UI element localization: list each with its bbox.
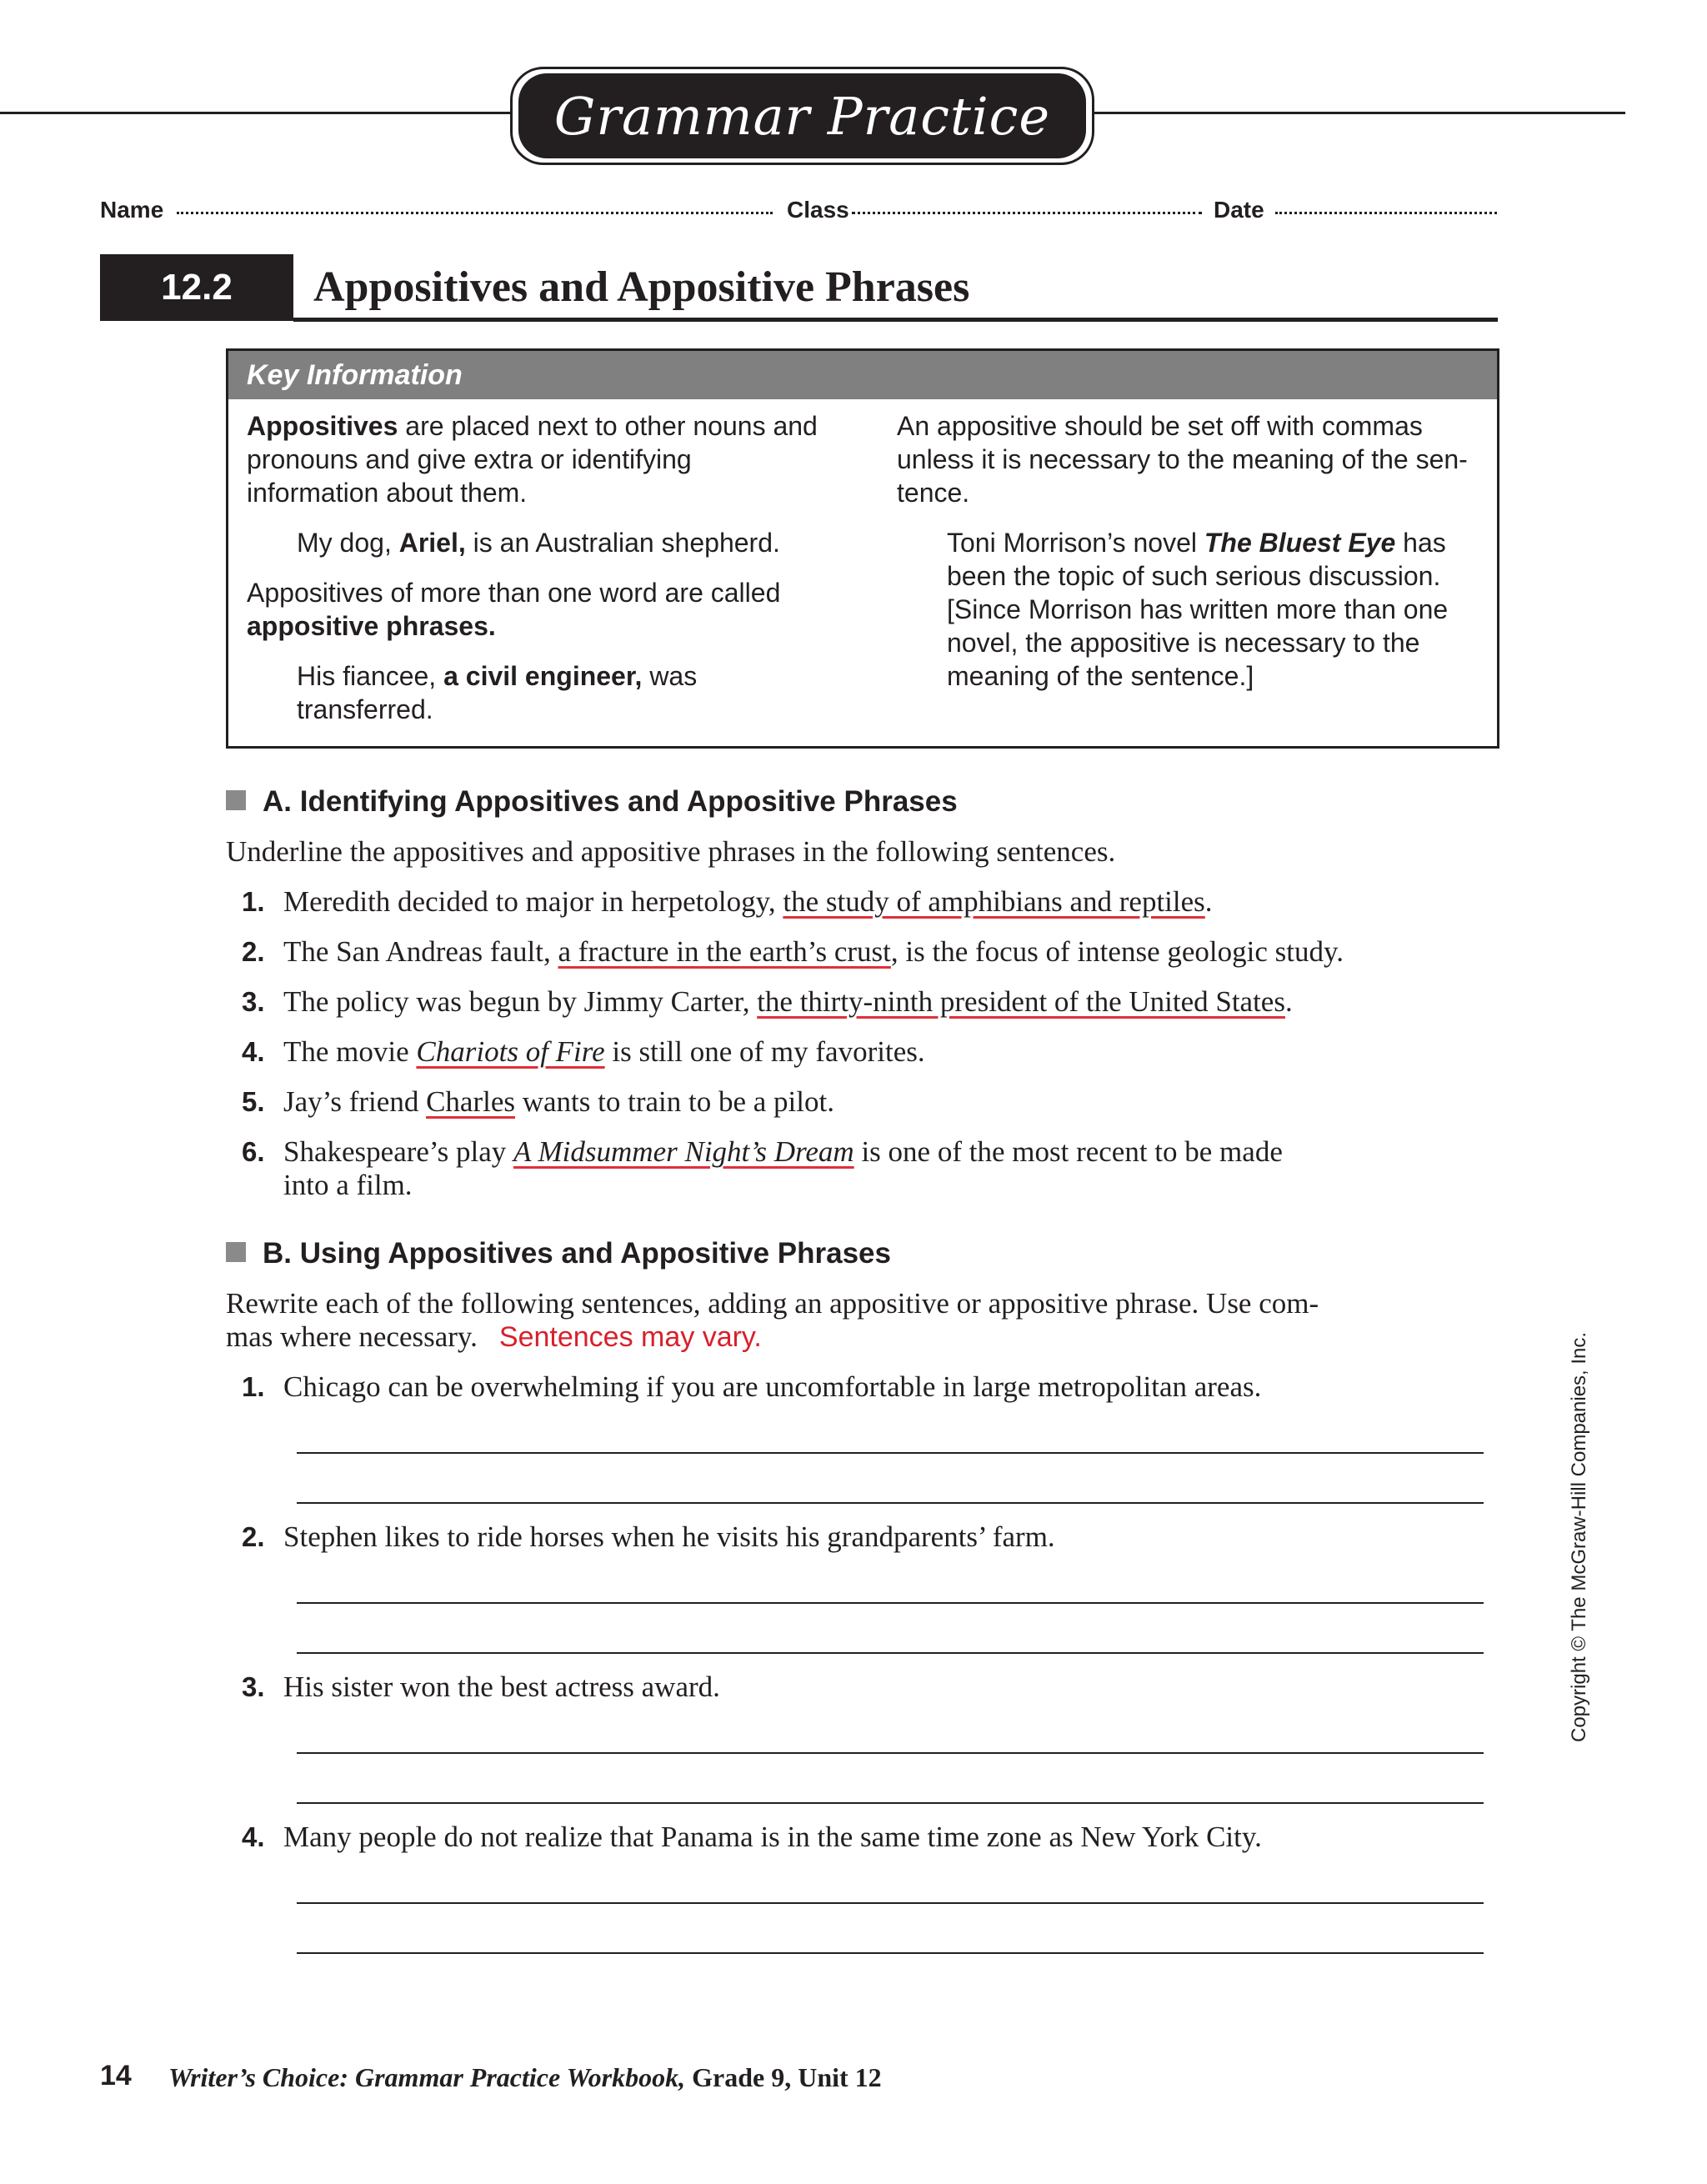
- part-a-item-5: Jay’s friend Charles wants to train to be a pilot.: [283, 1085, 834, 1118]
- answer-line[interactable]: [297, 1802, 1484, 1804]
- name-label: Name: [100, 197, 164, 223]
- section-number: 12.2: [100, 254, 293, 321]
- answer-line[interactable]: [297, 1652, 1484, 1654]
- part-a-item-3: The policy was begun by Jimmy Carter, the thirty-ninth president of the United States.: [283, 985, 1293, 1018]
- footer-book-title: Writer’s Choice: Grammar Practice Workbook, Grade 9, Unit 12: [168, 2062, 882, 2092]
- section-title: Appositives and Appositive Phrases: [313, 263, 970, 311]
- part-b-item-number: 1.: [242, 1371, 265, 1402]
- key-left-example-2: His fiancee, a civil engineer, was transferred.: [297, 661, 698, 724]
- part-a-item-number: 1.: [242, 886, 265, 917]
- copyright-notice: Copyright © The McGraw-Hill Companies, Inc.: [1568, 1331, 1590, 1742]
- answer-line[interactable]: [297, 1602, 1484, 1604]
- part-b-item-number: 3.: [242, 1671, 265, 1702]
- key-information-heading: Key Information: [228, 351, 1497, 399]
- part-b-item-4: Many people do not realize that Panama is in the same time zone as New York City.: [283, 1821, 1262, 1853]
- key-left-paragraph-1: Appositives are placed next to other nouns and pronouns and give extra or identifying information about them.: [247, 411, 818, 508]
- key-right-paragraph: An appositive should be set off with commas unless it is necessary to the meaning of the sen-tence.: [897, 411, 1468, 508]
- part-b-heading: B. Using Appositives and Appositive Phrases: [226, 1235, 891, 1272]
- part-a-instruction: Underline the appositives and appositive phrases in the following sentences.: [226, 835, 1116, 868]
- part-a-item-6: Shakespeare’s play A Midsummer Night’s Dream is one of the most recent to be made into a film.: [283, 1135, 1283, 1201]
- appositive-underline: the thirty-ninth president of the United States: [757, 985, 1285, 1018]
- part-a-item-number: 5.: [242, 1086, 265, 1117]
- answer-note: Sentences may vary.: [498, 1321, 762, 1353]
- key-right-example: Toni Morrison’s novel The Bluest Eye has been the topic of such serious discussion. [Since Morrison has written more than one novel, the appositive is necessary to the meaning of the sentence.]: [947, 528, 1449, 691]
- part-a-item-number: 4.: [242, 1036, 265, 1067]
- square-bullet-icon: [226, 1242, 246, 1262]
- answer-line[interactable]: [297, 1952, 1484, 1954]
- part-a-item-2: The San Andreas fault, a fracture in the earth’s crust, is the focus of intense geologic study.: [283, 935, 1344, 968]
- answer-line[interactable]: [297, 1452, 1484, 1454]
- part-a-item-number: 3.: [242, 986, 265, 1017]
- section-rule: [293, 318, 1498, 322]
- key-information-box: [226, 348, 1499, 749]
- class-field[interactable]: [852, 212, 1202, 214]
- answer-line[interactable]: [297, 1752, 1484, 1754]
- part-a-item-number: 2.: [242, 936, 265, 967]
- date-label: Date: [1214, 197, 1264, 223]
- part-a-item-4: The movie Chariots of Fire is still one of my favorites.: [283, 1035, 925, 1068]
- appositive-underline: A Midsummer Night’s Dream: [513, 1135, 854, 1168]
- part-a-heading: A. Identifying Appositives and Appositive Phrases: [226, 784, 958, 820]
- name-field[interactable]: [177, 212, 773, 214]
- part-a-item-1: Meredith decided to major in herpetology, the study of amphibians and reptiles.: [283, 885, 1213, 918]
- answer-line[interactable]: [297, 1502, 1484, 1504]
- part-b-instruction: Rewrite each of the following sentences, adding an appositive or appositive phrase. Use com- mas where necessary. Sentences may vary.: [226, 1287, 1319, 1353]
- part-b-item-3: His sister won the best actress award.: [283, 1671, 720, 1703]
- class-label: Class: [787, 197, 849, 223]
- part-b-item-number: 2.: [242, 1521, 265, 1552]
- answer-line[interactable]: [297, 1902, 1484, 1904]
- part-b-item-2: Stephen likes to ride horses when he visits his grandparents’ farm.: [283, 1520, 1055, 1553]
- key-left-paragraph-2: Appositives of more than one word are called appositive phrases.: [247, 578, 781, 641]
- part-a-item-number: 6.: [242, 1136, 265, 1167]
- page-number: 14: [100, 2060, 132, 2091]
- banner-title: Grammar Practice: [518, 73, 1086, 158]
- part-b-item-1: Chicago can be overwhelming if you are uncomfortable in large metropolitan areas.: [283, 1370, 1262, 1403]
- square-bullet-icon: [226, 790, 246, 810]
- appositive-underline: the study of amphibians and reptiles: [783, 885, 1205, 918]
- part-b-item-number: 4.: [242, 1821, 265, 1852]
- appositive-underline: a fracture in the earth’s crust: [558, 935, 891, 968]
- appositive-underline: Chariots of Fire: [416, 1035, 605, 1068]
- date-field[interactable]: [1275, 212, 1497, 214]
- appositive-underline: Charles: [426, 1085, 515, 1118]
- key-left-example-1: My dog, Ariel, is an Australian shepherd.: [297, 528, 780, 558]
